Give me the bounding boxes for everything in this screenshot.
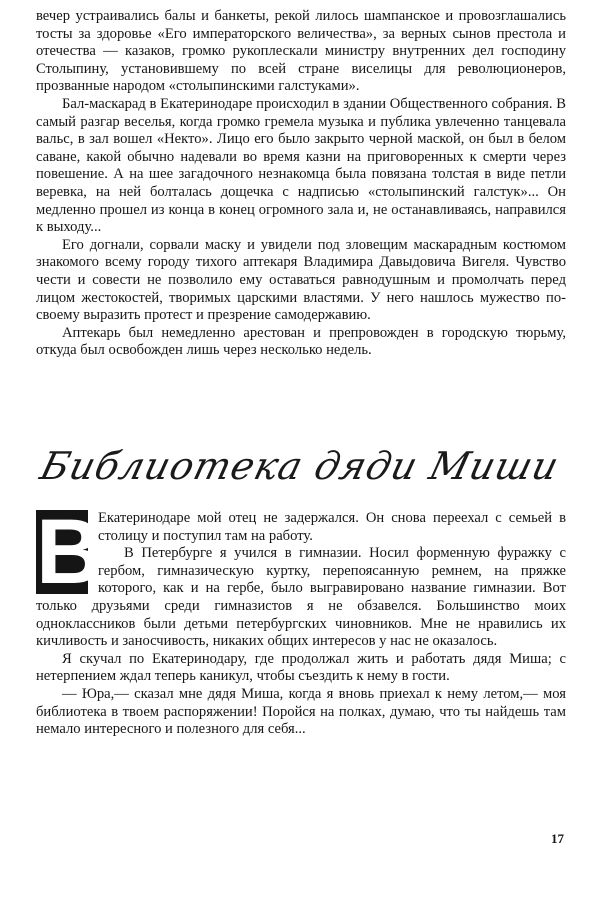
previous-chapter-text <box>36 8 566 360</box>
drop-cap: В <box>36 501 103 603</box>
paragraph: вечер устраивались балы и банкеты, рекой лилось шампанское и провозглашались тосты за здоровье «Его императорского величества», за верных сынов престола и отечества — казаков, громко рукоплескали министру внутренних дел господину Столыпину, установившему по всей стране виселицы для революционеров, прозванные народом «столыпинскими галстуками». <box>36 8 566 95</box>
paragraph: Я скучал по Екатеринодару, где продолжал жить и работать дядя Миша; с нетерпением ждал теперь каникул, чтобы съездить к нему в гости. <box>36 650 566 685</box>
chapter-title: Библиотека дяди Миши <box>36 444 564 488</box>
paragraph: Его догнали, сорвали маску и увидели под зловещим маскарадным костюмом знакомого всему городу тихого аптекаря Владимира Давыдовича Вигеля. Чувство чести и совести не позволило ему оставаться равнодушным и промолчать перед лицом жестокостей, творимых царскими властями. У него нашлось мужество по-своему выразить протест и презрение самодержавию. <box>36 236 566 324</box>
paragraph: В Петербурге я учился в гимназии. Носил форменную фуражку с гербом, гимназическую куртку, перепоясанную ремнем, на пряжке которого, как и на гербе, было выгравировано название гимназии. Вот только друзьями среди гимназистов я не обзавелся. Большинство моих одноклассников были детьми петербургских чиновников. Мне не нравились их кичливость и заносчивость, никаких общих интересов у нас не оказалось. <box>36 545 566 650</box>
paragraph: Аптекарь был немедленно арестован и препровожден в городскую тюрьму, откуда был освобожден лишь через несколько недель. <box>36 324 566 359</box>
page-number: 17 <box>551 831 564 846</box>
chapter-text <box>36 501 566 739</box>
paragraph: — Юра,— сказал мне дядя Миша, когда я вновь приехал к нему летом,— моя библиотека в твоем распоряжении! Поройся на полках, думаю, что ты найдешь там немало интересного и полезного для себя... <box>36 685 566 738</box>
first-paragraph-text: Екатеринодаре мой отец не задержался. Он снова переехал с семьей в столицу и поступил там на работу. <box>98 510 566 544</box>
paragraph: Бал-маскарад в Екатеринодаре происходил в здании Общественного собрания. В самый разгар веселья, когда громко гремела музыка и публика увлеченно танцевала вальс, в зал вошел «Некто». Лицо его было закрыто черной маской, он был в белом саване, какой обычно надевали во время казни на приговоренных к смерти через повешение. А на шее загадочного незнакомца была повязана толстая в виде петли веревка, на ней болталась дощечка с надписью «столыпинский галстук»... Он медленно прошел из конца в конец огромного зала и, не останавливаясь, направился к выходу... <box>36 95 566 236</box>
